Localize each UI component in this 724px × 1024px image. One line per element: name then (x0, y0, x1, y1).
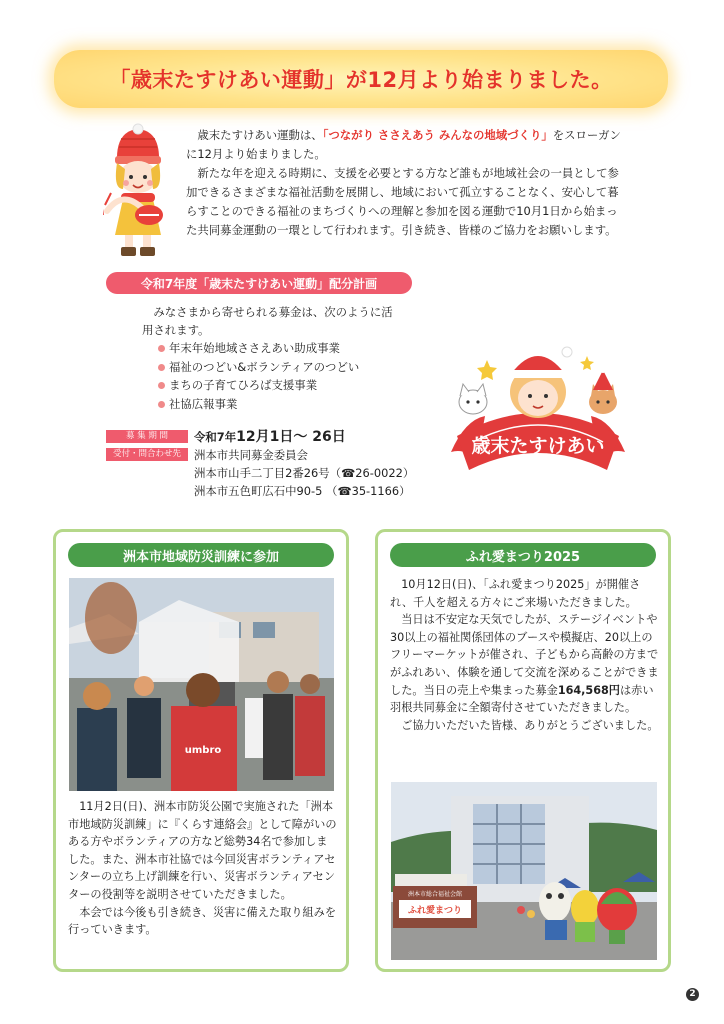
svg-text:歳末たすけあい: 歳末たすけあい (471, 435, 605, 457)
svg-text:umbro: umbro (184, 745, 222, 756)
donation-amount: 164,568円 (557, 683, 620, 697)
disaster-drill-photo (69, 578, 334, 791)
plan-description: みなさまから寄せられる募金は、次のように活用されます。 (142, 305, 393, 337)
disaster-drill-paragraph-1: 11月2日(日)、洲本市防災公園で実施された「洲本市地域防災訓練」に『くらす連絡会』として障がいのある方やボランティアの方など総勢34名で参加しました。また、洲本市社協では今回災害ボランティアセンターの立ち上げ訓練を行い、災害ボランティアセンターの役割等を説明させていただきました。 (68, 800, 337, 901)
contact-line: 洲本市共同募金委員会 (194, 448, 308, 462)
fureai-festival-paragraph-1: 10月12日(日)、「ふれ愛まつり2025」が開催され、千人を超える方々にご来場いただきました。 (390, 578, 641, 609)
mascot-girl-icon (103, 123, 173, 258)
disaster-drill-paragraph-2: 本会では今後も引き続き、災害に備えた取り組みを行っていきます。 (68, 905, 337, 937)
slogan: 「つながり ささえあう みんなの地域づくり」 (322, 128, 553, 142)
list-item: 福祉のつどい&ボランティアのつどい (158, 358, 359, 377)
period-label: 募 集 期 間 (106, 430, 188, 443)
contact-label: 受付・問合わせ先 (106, 448, 188, 461)
contact-line: 洲本市山手二丁目2番26号（☎26-0022） (194, 466, 415, 480)
disaster-drill-text (68, 798, 338, 939)
disaster-drill-heading: 洲本市地域防災訓練に参加 (68, 543, 334, 567)
page-title: 「歳末たすけあい運動」が12月より始まりました。 (109, 68, 613, 92)
list-item: 年末年始地域ささえあい助成事業 (158, 339, 359, 358)
fureai-festival-card (375, 529, 671, 972)
fureai-festival-text (390, 576, 662, 734)
info-block (106, 428, 446, 500)
list-item: 社協広報事業 (158, 395, 359, 414)
intro-paragraph-2: 新たな年を迎える時期に、支援を必要とする方など誰もが地域社会の一員として参加できるさまざまな福祉活動を展開し、地域において孤立することなく、安心して暮らすことのできる福祉のまちづくりへの理解と参加を図る運動で10月1日から始まった共同募金運動の一環として行われます。引き続き、皆様のご協力をお願いします。 (186, 166, 619, 237)
fureai-festival-heading: ふれ愛まつり2025 (390, 543, 656, 567)
title-banner (54, 50, 668, 108)
disaster-drill-card (53, 529, 349, 972)
fureai-festival-paragraph-2: 当日は不安定な天気でしたが、ステージイベントや30以上の福祉関係団体のブースや模擬店、20以上のフリーマーケットが催され、子どもから高齢の方までがふれあい、体験を通して交流を深めることができました。当日の売上や集まった募金164,568円は赤い羽根共同募金に全額寄付させていただきました。 (390, 613, 659, 715)
plan-heading: 令和7年度「歳末たすけあい運動」配分計画 (106, 272, 412, 294)
plan-list (158, 339, 359, 413)
intro-text: 歳末たすけあい運動は、「つながり ささえあう みんなの地域づくり」をスローガンに12月より始まりました。 新たな年を迎える時期に、支援を必要とする方など誰もが地域社会の一員として参加できるさまざまな福祉活動を展開し、地域において孤立することなく、安心して暮らすことのできる福祉のまちづくりへの理解と参加を図る運動で10月1日から始まった共同募金運動の一環として行われます。引き続き、皆様のご協力をお願いします。 (186, 126, 626, 240)
fureai-festival-paragraph-3: ご協力いただいた皆様、ありがとうございました。 (401, 718, 659, 732)
page-number: 2 (686, 988, 699, 1001)
period-value: 令和7年12月1日～ 26日 (194, 429, 346, 445)
svg-text:ふれ愛まつり: ふれ愛まつり (407, 906, 463, 916)
list-item: まちの子育てひろば支援事業 (158, 376, 359, 395)
fureai-festival-photo (391, 782, 657, 960)
year-end-campaign-logo-icon (447, 340, 629, 492)
svg-text:洲本市総合福祉会館: 洲本市総合福祉会館 (407, 891, 463, 898)
contact-line: 洲本市五色町広石中90-5 （☎35-1166） (194, 484, 411, 498)
